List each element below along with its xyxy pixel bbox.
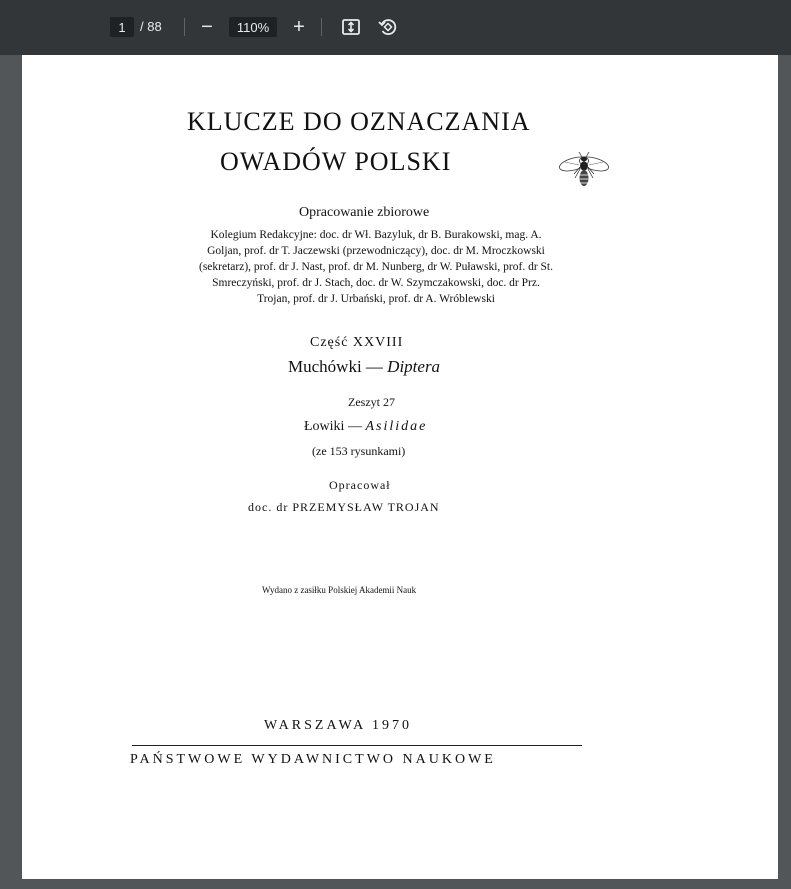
- author: doc. dr PRZEMYSŁAW TROJAN: [248, 500, 440, 514]
- family-name: Łowiki —: [304, 419, 362, 434]
- order-name: Muchówki —: [288, 357, 383, 376]
- divider-rule: [132, 745, 582, 746]
- page-number-input[interactable]: 1: [110, 17, 134, 37]
- family-latin: Asilidae: [365, 419, 428, 434]
- document-viewer[interactable]: [0, 55, 791, 889]
- editorial-board: Kolegium Redakcyjne: doc. dr Wł. Bazyluk, dr B. Burakowski, mag. A. Goljan, prof. dr T. Jaczewski (przewodniczący), doc. dr M. Mroczkowski (sekretarz), prof. dr J. Nast, prof. dr M. Nunberg, dr W. Puławski, prof. dr St. Smreczyński, prof. dr J. Stach, doc. dr W. Szymczakowski, doc. dr Prz. Trojan, prof. dr J. Urbański, prof. dr A. Wróblewski: [199, 229, 553, 305]
- funding-note: Wydano z zasiłku Polskiej Akademii Nauk: [262, 585, 417, 595]
- subtitle: Opracowanie zbiorowe: [299, 205, 430, 220]
- order-heading: [288, 357, 440, 377]
- fit-page-icon: [341, 17, 361, 37]
- pdf-page: [22, 55, 778, 879]
- title-line-2: OWADÓW POLSKI: [220, 147, 452, 176]
- zoom-level-input[interactable]: 110%: [229, 17, 277, 37]
- figures-note: (ze 153 rysunkami): [312, 444, 406, 458]
- rotate-button[interactable]: [375, 14, 401, 40]
- zoom-in-button[interactable]: +: [293, 16, 305, 38]
- pdf-toolbar: [0, 0, 791, 55]
- city-year: WARSZAWA 1970: [264, 718, 412, 733]
- bee-icon: [557, 150, 611, 190]
- title-line-1: KLUCZE DO OZNACZANIA: [187, 107, 531, 136]
- part-number: Część XXVIII: [310, 335, 404, 350]
- rotate-icon: [377, 16, 399, 38]
- toolbar-divider: [321, 18, 322, 36]
- order-latin: Diptera: [387, 357, 441, 376]
- page-total: / 88: [140, 19, 162, 34]
- toolbar-divider: [184, 18, 185, 36]
- fit-page-button[interactable]: [338, 14, 364, 40]
- prepared-by-label: Opracował: [329, 478, 391, 492]
- publisher: PAŃSTWOWE WYDAWNICTWO NAUKOWE: [130, 752, 496, 767]
- family-heading: [304, 419, 427, 435]
- issue-number: Zeszyt 27: [348, 395, 395, 409]
- zoom-out-button[interactable]: −: [201, 16, 213, 38]
